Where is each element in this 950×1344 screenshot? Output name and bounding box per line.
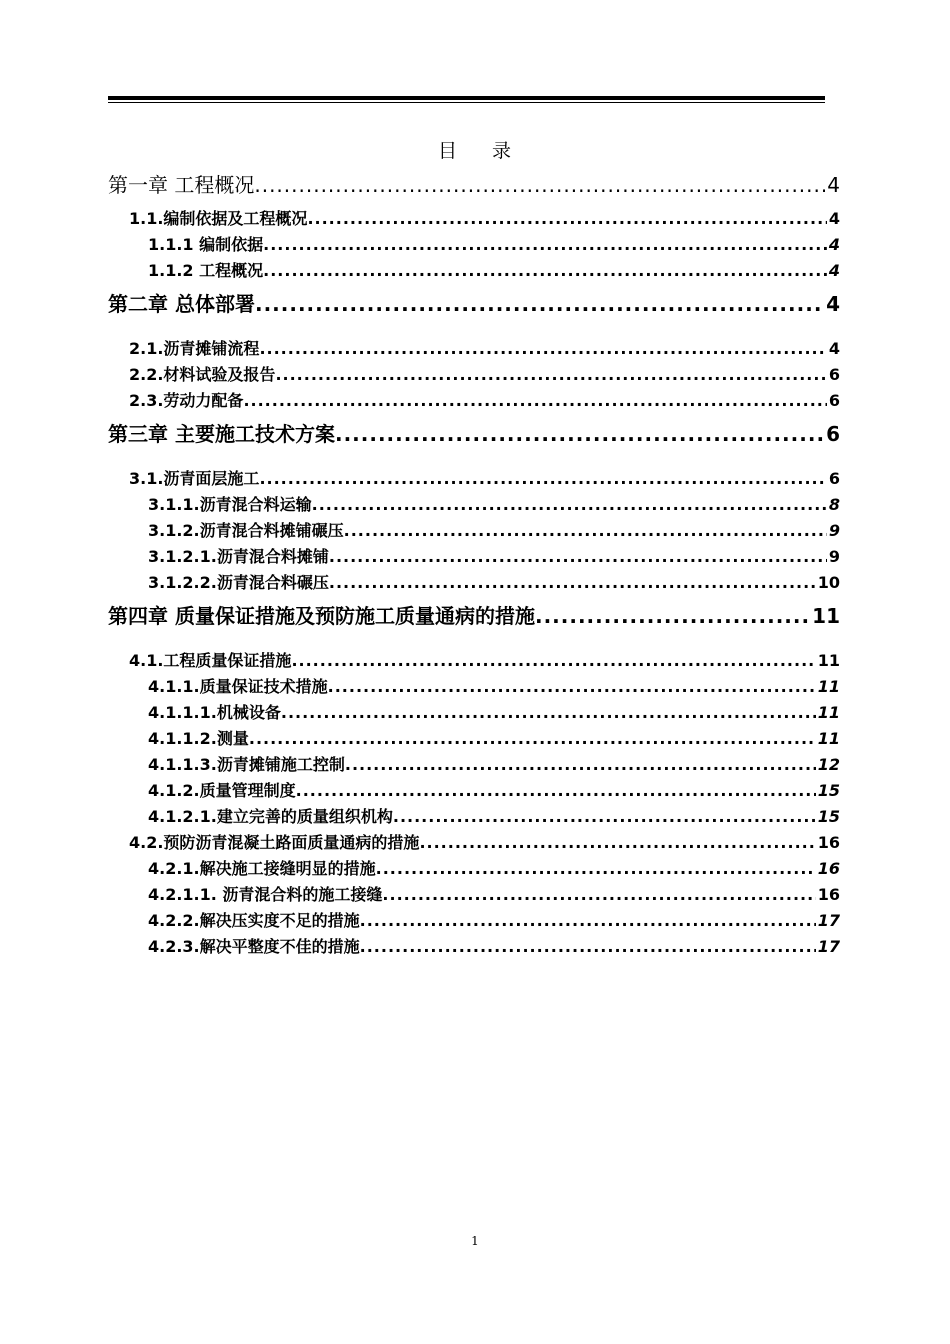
toc-dot-leader	[344, 518, 827, 544]
toc-entry-label: 2.2.材料试验及报告	[129, 365, 276, 384]
header-rule-thin	[108, 102, 825, 103]
toc-entry-page: 10	[817, 573, 840, 592]
toc-dot-leader	[535, 598, 810, 634]
toc-entry[interactable]	[108, 778, 840, 804]
toc-dot-leader	[254, 170, 825, 200]
toc-entry-label: 4.1.2.1.建立完善的质量组织机构	[148, 807, 393, 826]
toc-entry-label: 3.1.2.沥青混合料摊铺碾压	[148, 521, 344, 540]
toc-entry-label: 第三章 主要施工技术方案	[108, 422, 335, 446]
toc-entry-label: 4.1.1.2.测量	[148, 729, 249, 748]
toc-dot-leader	[281, 700, 816, 726]
toc-entry-page: 6	[828, 391, 840, 410]
toc-entry[interactable]	[108, 286, 840, 328]
toc-entry-page: 17	[817, 937, 840, 956]
toc-entry[interactable]	[108, 674, 840, 700]
toc-title-char-1: 目	[437, 140, 458, 162]
toc-entry-label: 4.1.2.质量管理制度	[148, 781, 296, 800]
toc-entry-page: 8	[828, 495, 840, 514]
toc-entry[interactable]	[108, 544, 840, 570]
toc-entry-label: 1.1.编制依据及工程概况	[129, 209, 308, 228]
toc-dot-leader	[255, 286, 824, 322]
toc-dot-leader	[382, 882, 815, 908]
toc-dot-leader	[312, 492, 827, 518]
toc-entry-label: 第四章 质量保证措施及预防施工质量通病的措施	[108, 604, 535, 628]
toc-entry[interactable]	[108, 934, 840, 960]
toc-entry-page: 11	[817, 677, 840, 696]
toc-dot-leader	[307, 206, 826, 232]
toc-entry-page: 4	[827, 173, 840, 197]
toc-entry-label: 3.1.2.2.沥青混合料碾压	[148, 573, 329, 592]
toc-dot-leader	[393, 804, 816, 830]
toc-entry-page: 4	[826, 292, 840, 316]
toc-dot-leader	[249, 726, 816, 752]
toc-entry-label: 4.2.1.1. 沥青混合料的施工接缝	[148, 885, 383, 904]
toc-entry-page: 6	[828, 469, 840, 488]
toc-entry-page: 16	[817, 833, 840, 852]
toc-entry-label: 4.2.3.解决平整度不佳的措施	[148, 937, 360, 956]
toc-entry-page: 4	[828, 235, 840, 254]
toc-entry-page: 6	[826, 422, 840, 446]
toc-dot-leader	[419, 830, 815, 856]
toc-dot-leader	[275, 362, 826, 388]
header-rule-thick	[108, 96, 825, 100]
toc-entry[interactable]	[108, 416, 840, 458]
toc-entry-label: 4.2.2.解决压实度不足的措施	[148, 911, 360, 930]
toc-entry[interactable]	[108, 206, 840, 232]
toc-entry-page: 4	[828, 261, 840, 280]
toc-entry-label: 1.1.1 编制依据	[148, 235, 264, 254]
toc-dot-leader	[329, 544, 827, 570]
toc-entry-page: 4	[828, 339, 840, 358]
toc-entry-label: 1.1.2 工程概况	[148, 261, 264, 280]
toc-entry-page: 16	[817, 859, 840, 878]
toc-entry-page: 15	[817, 781, 840, 800]
toc-entry-label: 4.1.1.质量保证技术措施	[148, 677, 328, 696]
toc-entry-page: 11	[817, 729, 840, 748]
toc-entry-label: 4.2.预防沥青混凝土路面质量通病的措施	[129, 833, 420, 852]
toc-entry-label: 4.2.1.解决施工接缝明显的措施	[148, 859, 376, 878]
toc-entry-label: 4.1.1.1.机械设备	[148, 703, 281, 722]
toc-entry-page: 11	[817, 703, 840, 722]
toc-entry[interactable]	[108, 752, 840, 778]
toc-entry-label: 4.1.1.3.沥青摊铺施工控制	[148, 755, 345, 774]
toc-dot-leader	[329, 570, 816, 596]
toc-dot-leader	[263, 232, 827, 258]
toc-title	[0, 136, 950, 163]
toc-entry-label: 第一章 工程概况	[108, 173, 255, 197]
toc-dot-leader	[335, 416, 824, 452]
toc-title-char-2: 录	[492, 140, 513, 162]
table-of-contents	[108, 170, 840, 960]
toc-dot-leader	[328, 674, 816, 700]
toc-dot-leader	[376, 856, 816, 882]
toc-dot-leader	[243, 388, 826, 414]
toc-entry-label: 3.1.1.沥青混合料运输	[148, 495, 312, 514]
toc-entry[interactable]	[108, 336, 840, 362]
toc-entry-label: 第二章 总体部署	[108, 292, 255, 316]
toc-entry[interactable]	[108, 908, 840, 934]
toc-entry[interactable]	[108, 856, 840, 882]
toc-entry-label: 2.3.劳动力配备	[129, 391, 244, 410]
toc-entry[interactable]	[108, 830, 840, 856]
toc-entry[interactable]	[108, 170, 840, 206]
toc-dot-leader	[345, 752, 816, 778]
toc-entry-label: 2.1.沥青摊铺流程	[129, 339, 260, 358]
toc-dot-leader	[360, 934, 816, 960]
toc-entry[interactable]	[108, 362, 840, 388]
toc-entry-label: 3.1.沥青面层施工	[129, 469, 260, 488]
toc-entry-page: 15	[817, 807, 840, 826]
toc-entry-page: 11	[817, 651, 840, 670]
toc-entry-label: 4.1.工程质量保证措施	[129, 651, 292, 670]
toc-entry[interactable]	[108, 598, 840, 640]
toc-dot-leader	[291, 648, 815, 674]
toc-entry[interactable]	[108, 726, 840, 752]
toc-dot-leader	[296, 778, 816, 804]
toc-entry-label: 3.1.2.1.沥青混合料摊铺	[148, 547, 329, 566]
toc-entry-page: 17	[817, 911, 840, 930]
toc-entry[interactable]	[108, 388, 840, 414]
toc-entry-page: 11	[812, 604, 840, 628]
toc-entry-page: 9	[828, 547, 840, 566]
toc-entry[interactable]	[108, 700, 840, 726]
toc-entry[interactable]	[108, 804, 840, 830]
toc-entry[interactable]	[108, 258, 840, 284]
toc-entry[interactable]	[108, 518, 840, 544]
toc-entry-page: 9	[828, 521, 840, 540]
toc-entry[interactable]	[108, 492, 840, 518]
page-number: 1	[471, 1234, 479, 1248]
toc-dot-leader	[263, 258, 827, 284]
toc-entry-page: 12	[817, 755, 840, 774]
toc-entry-page: 16	[817, 885, 840, 904]
toc-entry[interactable]	[108, 466, 840, 492]
toc-entry-page: 6	[828, 365, 840, 384]
toc-dot-leader	[259, 336, 826, 362]
toc-dot-leader	[360, 908, 816, 934]
toc-entry[interactable]	[108, 648, 840, 674]
toc-entry[interactable]	[108, 232, 840, 258]
toc-entry-page: 4	[828, 209, 840, 228]
toc-entry[interactable]	[108, 882, 840, 908]
toc-dot-leader	[259, 466, 826, 492]
toc-entry[interactable]	[108, 570, 840, 596]
